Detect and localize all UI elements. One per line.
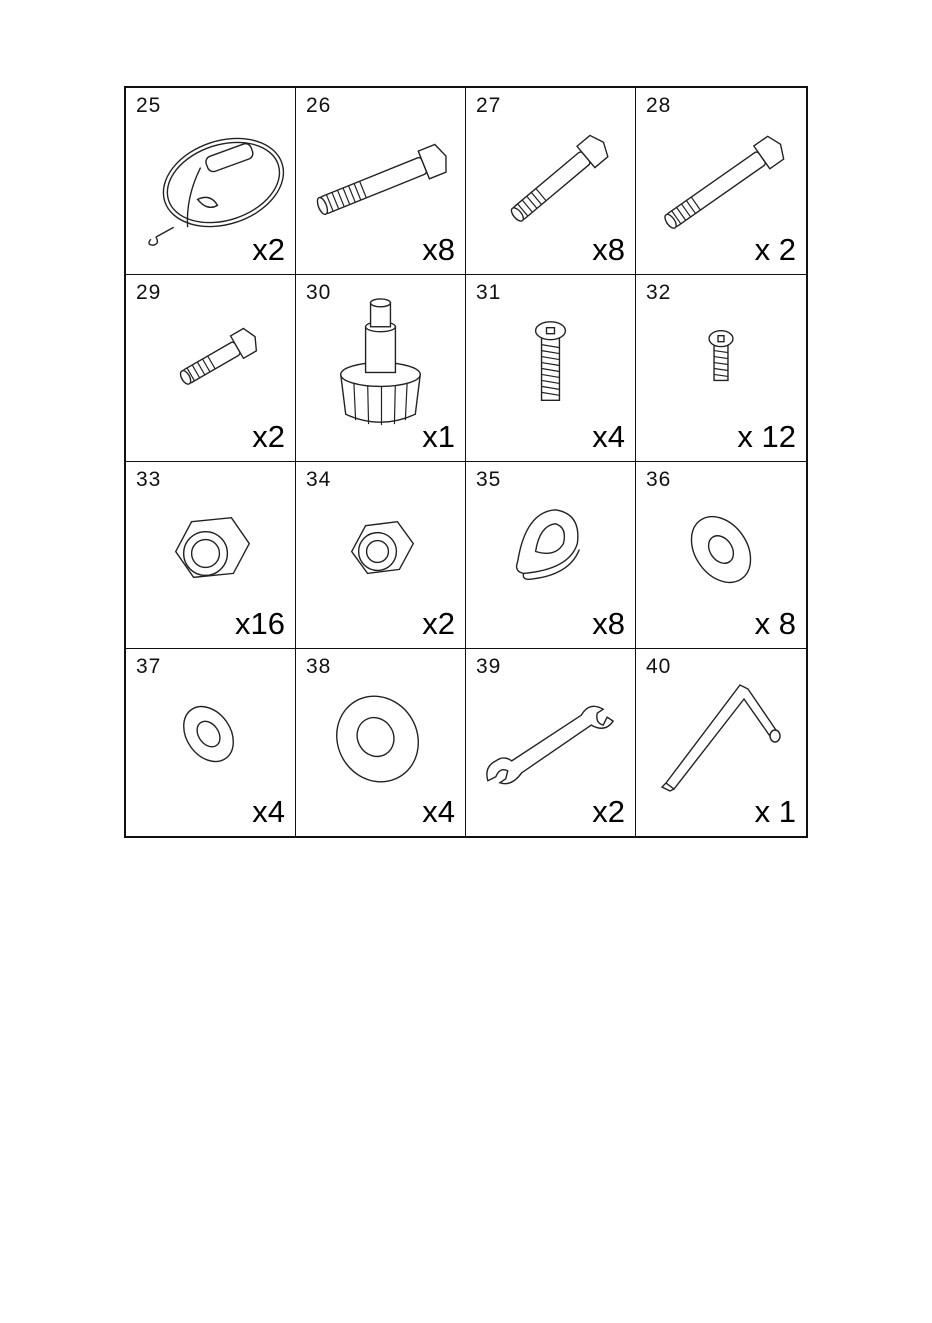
- part-number: 35: [476, 468, 502, 491]
- part-number: 30: [306, 281, 332, 304]
- part-cell-33: [126, 462, 296, 649]
- part-quantity: x8: [422, 232, 455, 267]
- part-number: 33: [136, 468, 162, 491]
- part-cell-29: [126, 275, 296, 462]
- part-quantity: x 2: [754, 232, 796, 267]
- part-quantity: x 8: [754, 606, 796, 641]
- part-quantity: x4: [422, 794, 455, 829]
- part-number: 25: [136, 94, 162, 117]
- part-quantity: x4: [252, 794, 285, 829]
- part-cell-27: [466, 88, 636, 275]
- part-quantity: x2: [422, 606, 455, 641]
- part-quantity: x 1: [754, 794, 796, 829]
- part-number: 36: [646, 468, 672, 491]
- part-cell-35: [466, 462, 636, 649]
- part-cell-39: [466, 649, 636, 836]
- part-number: 38: [306, 655, 332, 678]
- part-number: 28: [646, 94, 672, 117]
- part-cell-32: [636, 275, 806, 462]
- part-quantity: x2: [252, 232, 285, 267]
- part-number: 40: [646, 655, 672, 678]
- part-number: 34: [306, 468, 332, 491]
- part-quantity: x16: [235, 606, 285, 641]
- part-cell-40: [636, 649, 806, 836]
- part-cell-34: [296, 462, 466, 649]
- part-cell-38: [296, 649, 466, 836]
- part-cell-28: [636, 88, 806, 275]
- part-cell-30: [296, 275, 466, 462]
- part-quantity: x 12: [737, 419, 796, 454]
- part-cell-26: [296, 88, 466, 275]
- part-quantity: x4: [592, 419, 625, 454]
- part-number: 39: [476, 655, 502, 678]
- part-number: 26: [306, 94, 332, 117]
- part-number: 32: [646, 281, 672, 304]
- part-quantity: x8: [592, 232, 625, 267]
- part-number: 31: [476, 281, 502, 304]
- part-number: 29: [136, 281, 162, 304]
- part-quantity: x8: [592, 606, 625, 641]
- part-cell-25: [126, 88, 296, 275]
- part-quantity: x2: [592, 794, 625, 829]
- part-cell-36: [636, 462, 806, 649]
- hardware-parts-grid: [124, 86, 808, 838]
- part-cell-31: [466, 275, 636, 462]
- part-number: 37: [136, 655, 162, 678]
- part-quantity: x1: [422, 419, 455, 454]
- part-cell-37: [126, 649, 296, 836]
- part-quantity: x2: [252, 419, 285, 454]
- part-number: 27: [476, 94, 502, 117]
